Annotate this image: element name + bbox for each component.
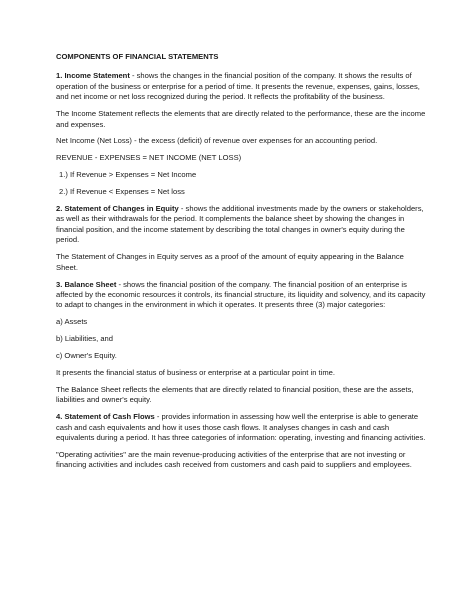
- equity-paragraph: [56, 204, 426, 246]
- cash-flows-body: - provides information in assessing how well the enterprise is able to generate cash and cash equivalents and how it uses those cash flows. It analyses changes in cash and cash equivalents during a period. It has three categories of information: operating, investing and financing activities.: [56, 412, 426, 442]
- cash-flows-paragraph: [56, 412, 426, 443]
- balance-status-paragraph: It presents the financial status of business or enterprise at a particular point in time.: [56, 367, 336, 377]
- rule-net-income: 1.) If Revenue > Expenses = Net Income: [59, 170, 197, 180]
- category-liabilities: b) Liabilities, and: [56, 334, 113, 344]
- equity-proof-paragraph: The Statement of Changes in Equity serves as a proof of the amount of equity appearing in the Balance Sheet.: [56, 252, 404, 272]
- operating-activities-paragraph: "Operating activities" are the main revenue-producing activities of the enterprise that are not investing or financing activities and includes cash received from customers and cash paid to suppliers and employees.: [56, 449, 412, 470]
- net-income-formula: REVENUE - EXPENSES = NET INCOME (NET LOSS): [56, 153, 242, 163]
- balance-elements-paragraph: The Balance Sheet reflects the elements that are directly related to financial position, these are the assets, liabilities and owner's equity.: [56, 384, 414, 405]
- balance-sheet-heading: 3. Balance Sheet: [56, 279, 117, 289]
- balance-sheet-paragraph: [56, 280, 426, 311]
- income-statement-body: - shows the changes in the financial position of the company. It shows the results of operation of the business or enterprise for a period of time. It presents the revenue, expenses, gains, losses, and net income or net loss recognized during the period. It reflects the profitability of the business.: [56, 71, 420, 102]
- balance-sheet-body: - shows the financial position of the company. The financial position of an enterprise is affected by the economic resources it controls, its financial structure, its liquidity and solvency, and its capacity to adapt to changes in the environment in which it operates. It presents three (3) major categories:: [56, 279, 426, 310]
- income-statement-paragraph: [56, 71, 426, 102]
- category-owners-equity: c) Owner's Equity.: [56, 351, 117, 361]
- income-elements-paragraph: The Income Statement reflects the elements that are directly related to the performance, these are the income and expenses.: [56, 109, 426, 129]
- income-statement-heading: 1. Income Statement: [56, 71, 130, 81]
- equity-heading: 2. Statement of Changes in Equity: [56, 204, 179, 214]
- document-title: COMPONENTS OF FINANCIAL STATEMENTS: [56, 52, 219, 61]
- category-assets: a) Assets: [56, 317, 88, 327]
- cash-flows-heading: 4. Statement of Cash Flows: [56, 412, 155, 422]
- net-income-definition: Net Income (Net Loss) - the excess (deficit) of revenue over expenses for an accounting period.: [56, 136, 378, 146]
- rule-net-loss: 2.) If Revenue < Expenses = Net loss: [59, 187, 185, 197]
- equity-body: - shows the additional investments made by the owners or stakeholders, as well as their withdrawals for the period. It complements the balance sheet by showing the changes in financial position, and the income statement by describing the total changes in owner's equity during the period.: [56, 204, 424, 245]
